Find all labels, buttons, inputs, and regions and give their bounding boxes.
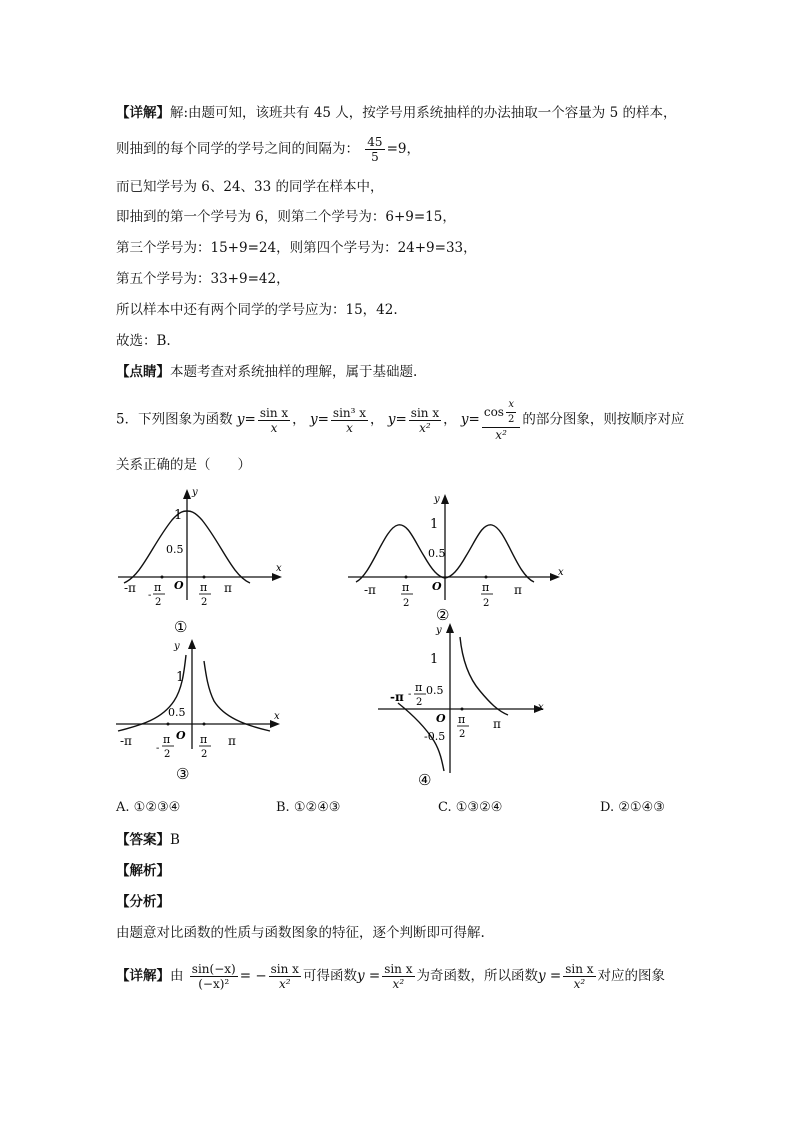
func-fraction-a: $\frac{\text{sin x}}{\text{x²}}$: [384, 962, 413, 991]
tick-pi: π: [493, 717, 501, 731]
option-b[interactable]: B. ①②④③: [276, 800, 341, 815]
func-3: $\frac{\text{sin x}}{\text{x²}}$: [410, 405, 440, 435]
tick-neg-pi: -π: [364, 583, 376, 597]
marker-2: ②: [436, 606, 450, 624]
func-2: $\frac{\text{sin³ x}}{x}$: [332, 405, 367, 435]
tick-neg-pi: -π: [124, 581, 136, 595]
x-label: x: [276, 563, 282, 574]
tick-pi: π: [224, 581, 232, 595]
marker-4: ④: [418, 771, 432, 789]
detail-line-8: 故选：B.: [116, 333, 171, 349]
tick-pi-2-num: π: [458, 713, 466, 726]
graph-4: [372, 615, 562, 790]
svg-text:2: 2: [155, 597, 162, 608]
detail-line-6: 第五个学号为：33+9=42，: [116, 271, 290, 287]
origin-label: O: [436, 712, 446, 725]
detail-line-3: 而已知学号为 6、24、33 的同学在样本中，: [116, 179, 384, 195]
interval-fraction: $\frac{45}{5}$: [367, 135, 383, 164]
tick-pi-2-num: π: [200, 733, 208, 746]
tick-pi: π: [228, 734, 236, 748]
origin-label: O: [174, 579, 184, 592]
tick-neg-pi-2-num: π: [163, 733, 171, 746]
tick-pi-2-num: π: [482, 581, 490, 594]
tick-neg-pi-2-num: π: [415, 681, 423, 694]
tick-neg-pi-2-num: π: [402, 581, 410, 594]
graph-2: [344, 490, 574, 625]
svg-text:2: 2: [459, 729, 466, 740]
option-d[interactable]: D. ②①④③: [600, 800, 665, 815]
svg-text:2: 2: [201, 597, 208, 608]
marker-3: ③: [176, 765, 190, 783]
detail-tag: 【详解】: [116, 105, 170, 121]
svg-text:2: 2: [483, 598, 490, 609]
fenxi-text: 由题意对比函数的性质与函数图象的特征，逐个判断即可得解.: [116, 925, 485, 941]
func-1: $\frac{\text{sin x}}{x}$: [259, 405, 289, 435]
marker-1: ①: [174, 618, 188, 635]
tick-half: 0.5: [428, 547, 446, 560]
y-axis-arrow: [183, 489, 191, 499]
tick-1: 1: [430, 652, 439, 667]
tick-pi: π: [514, 583, 522, 597]
x-axis-arrow: [272, 573, 282, 581]
question-5-line-2: 关系正确的是（ ）: [116, 457, 251, 473]
tick-neg-half: -0.5: [424, 730, 446, 743]
svg-text:-: -: [148, 590, 152, 601]
origin-label: O: [432, 580, 442, 593]
y-label: y: [192, 487, 198, 498]
tick-1: 1: [430, 517, 439, 532]
y-label: y: [434, 494, 440, 505]
tick-neg-pi-2-num: π: [154, 581, 162, 594]
tick-half: 0.5: [168, 706, 186, 719]
curve-right: [204, 661, 270, 731]
fenxi-tag: 【分析】: [116, 894, 170, 910]
curve-right: [460, 637, 508, 715]
tick-half: 0.5: [166, 543, 184, 556]
svg-text:2: 2: [403, 598, 410, 609]
svg-text:2: 2: [416, 697, 423, 708]
y-label: y: [436, 625, 442, 636]
option-a[interactable]: A. ①②③④: [116, 800, 181, 815]
rhs-fraction: $\frac{\text{sin x}}{\text{x²}}$: [270, 962, 299, 991]
x-label: x: [538, 702, 544, 713]
tick-1: 1: [176, 670, 185, 685]
detail2-line: 【详解】由 $\frac{\sin(-x)}{\text{(−x)²}}$ = − $\frac{\text{sin x}}{\text{x²}}$ 可得函数y = $\frac{\text{sin x}}{\text{x²}}$ 为奇函数，所以函数y = $\frac{\text{sin x}}{\text{x²}}$ 对应的图象: [116, 962, 666, 991]
x-label: x: [274, 711, 280, 722]
lhs-fraction: $\frac{\sin(-x)}{\text{(−x)²}}$: [191, 962, 236, 991]
analysis-tag: 【解析】: [116, 863, 170, 879]
detail-line-5: 第三个学号为：15+9=24，则第四个学号为：24+9=33，: [116, 240, 477, 256]
question-5-line-1: 5．下列图象为函数 y= $\frac{\text{sin x}}{x}$ ， y= $\frac{\text{sin³ x}}{x}$ ， y= $\frac{\text{sin x}}{\text{x²}}$ ， y= cos $\frac{x}{2}$ x² 的部分图象，则按顺序对应: [116, 399, 685, 442]
tick-1: 1: [174, 508, 183, 523]
y-axis-arrow: [441, 494, 449, 504]
origin-label: O: [176, 729, 186, 742]
tick-neg-pi: -π: [390, 690, 404, 704]
detail-line-1: 【详解】解:由题可知，该班共有 45 人，按学号用系统抽样的办法抽取一个容量为 5 的样本，: [116, 105, 677, 121]
tick-half: 0.5: [426, 684, 444, 697]
tick-neg-pi: -π: [120, 734, 132, 748]
y-label: y: [174, 641, 180, 652]
detail-line-4: 即抽到的第一个学号为 6，则第二个学号为：6+9=15，: [116, 209, 456, 225]
svg-text:-: -: [156, 743, 160, 754]
comment-line: 【点睛】本题考查对系统抽样的理解，属于基础题.: [116, 364, 418, 380]
svg-text:2: 2: [164, 749, 171, 760]
svg-text:2: 2: [201, 749, 208, 760]
graph-3: [112, 633, 282, 783]
tick-pi-2-num: π: [200, 581, 208, 594]
x-label: x: [558, 567, 564, 578]
answer-line: 【答案】B: [116, 832, 180, 848]
svg-text:-: -: [408, 689, 412, 700]
option-c[interactable]: C. ①③②④: [438, 800, 503, 815]
y-axis-arrow: [188, 639, 196, 649]
graph-1: [112, 485, 282, 635]
curve-left: [118, 655, 186, 731]
func-fraction-b: $\frac{\text{sin x}}{\text{x²}}$: [565, 962, 594, 991]
y-axis-arrow: [446, 623, 454, 633]
detail-line-7: 所以样本中还有两个同学的学号应为：15，42.: [116, 302, 398, 318]
detail-line-2: 则抽到的每个同学的学号之间的间隔为： $\frac{45}{5}$ =9，: [116, 135, 420, 164]
func-4: cos $\frac{x}{2}$ x²: [482, 398, 520, 442]
